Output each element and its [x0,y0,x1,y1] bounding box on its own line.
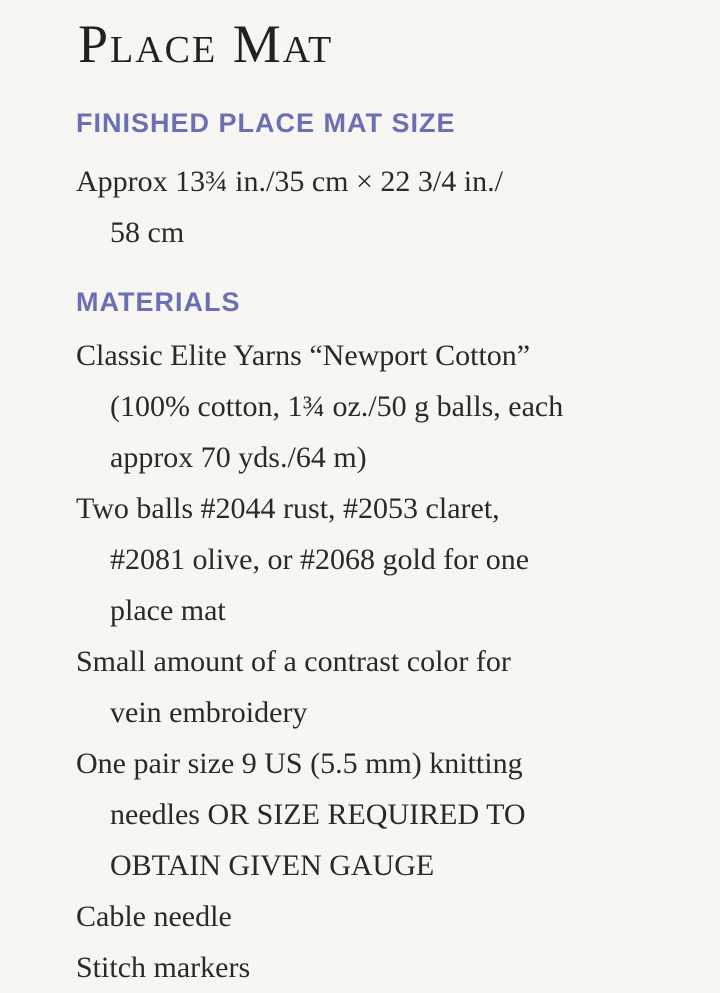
material-line: place mat [110,594,226,627]
finished-size-heading: FINISHED PLACE MAT SIZE [76,108,456,138]
finished-size-entry [76,156,676,258]
materials-list [76,330,676,984]
finished-size-line: 58 cm [110,216,185,249]
finished-size-text [76,156,676,258]
material-line: Stitch markers [76,951,251,984]
material-line: OBTAIN GIVEN GAUGE [110,849,435,882]
material-line: Two balls #2044 rust, #2053 claret, [76,492,500,525]
material-line: #2081 olive, or #2068 gold for one [110,543,530,576]
material-line: vein embroidery [110,696,308,729]
material-item-colors [76,483,676,636]
material-line: approx 70 yds./64 m) [110,441,367,474]
materials-heading: MATERIALS [76,287,241,317]
material-item-cable-needle [76,891,676,942]
material-item-yarn [76,330,676,483]
material-line: (100% cotton, 1¾ oz./50 g balls, each [110,390,564,423]
page-title: Place Mat [78,14,334,74]
material-line: needles OR SIZE REQUIRED TO [110,798,526,831]
material-line: Small amount of a contrast color for [76,645,511,678]
finished-size-line: Approx 13¾ in./35 cm × 22 3/4 in./ [76,165,503,198]
material-line: Cable needle [76,900,232,933]
material-line: Classic Elite Yarns “Newport Cotton” [76,339,531,372]
material-item-needles [76,738,676,891]
material-item-contrast [76,636,676,738]
material-item-markers [76,942,676,984]
material-line: One pair size 9 US (5.5 mm) knitting [76,747,523,780]
